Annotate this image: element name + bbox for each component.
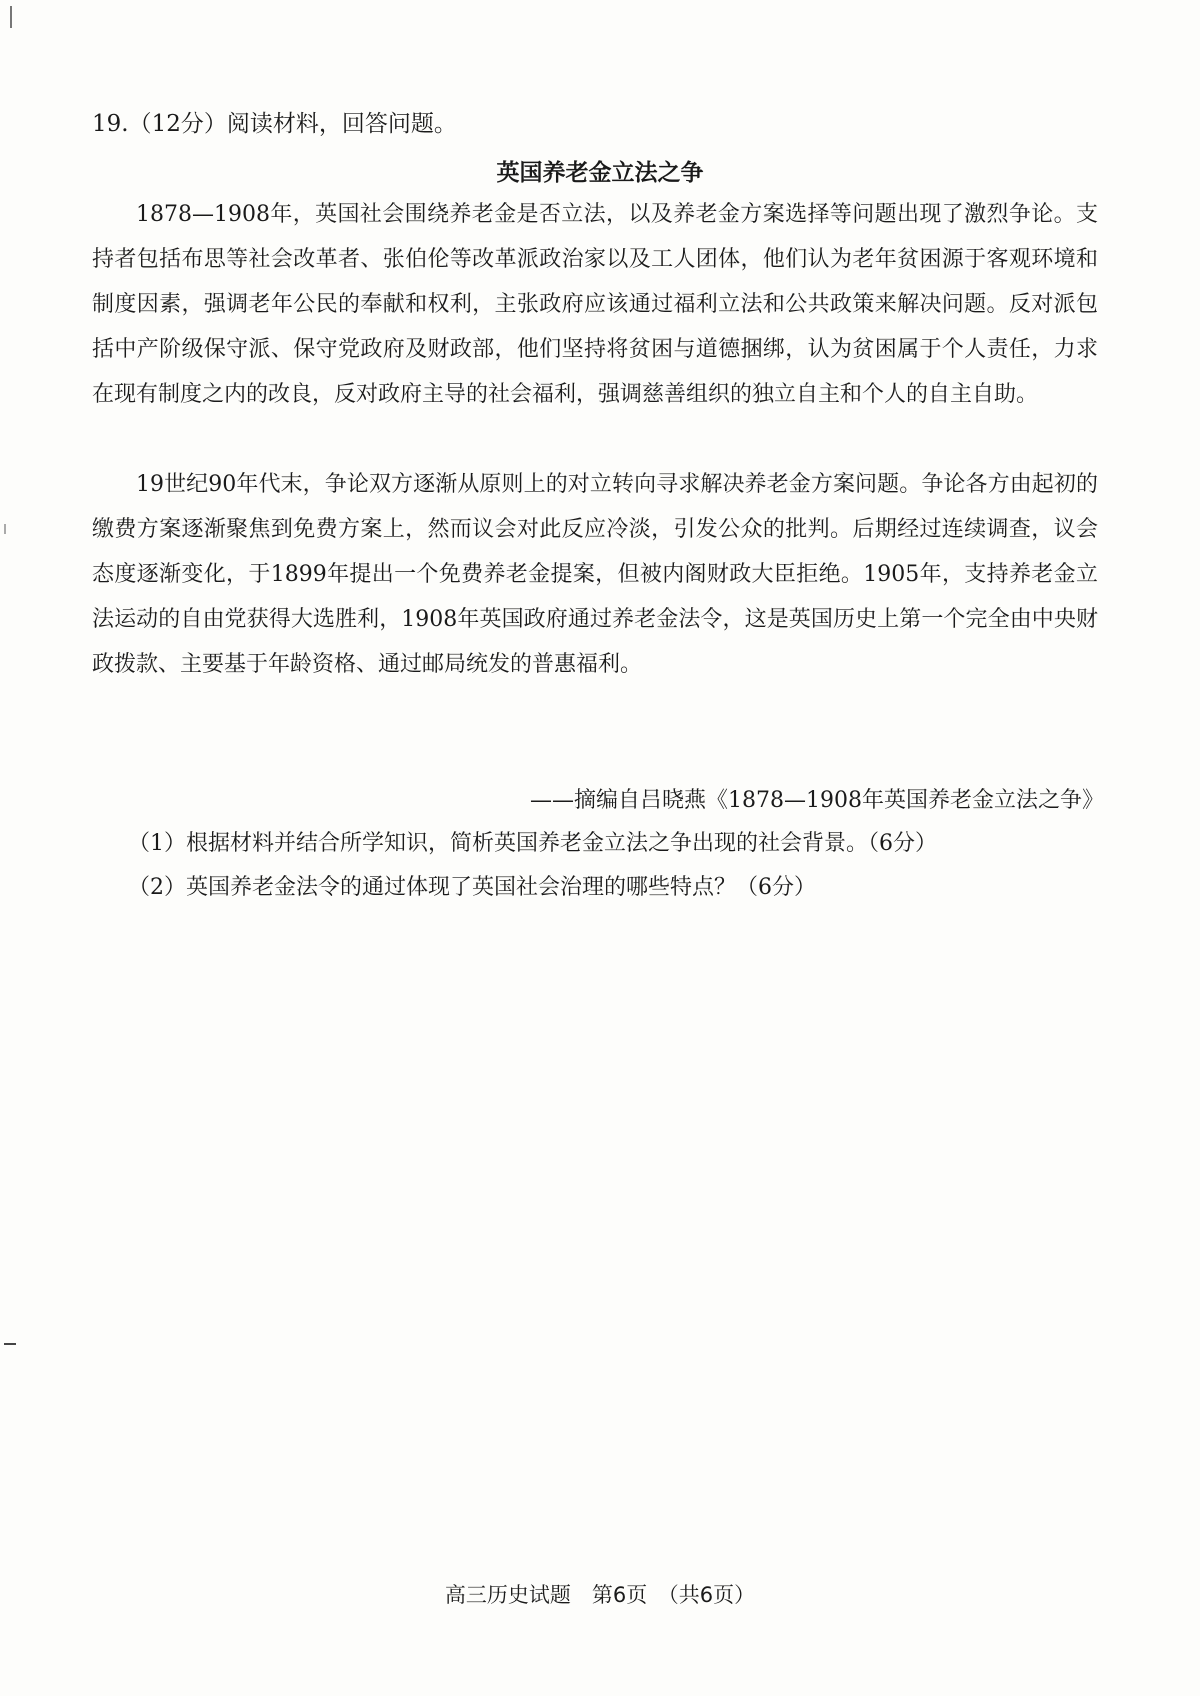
scan-edge-mark (10, 6, 12, 28)
sub-question-2: （2）英国养老金法令的通过体现了英国社会治理的哪些特点？（6分） (128, 875, 816, 900)
scan-edge-mark (4, 1343, 16, 1345)
page-footer: 高三历史试题 第6页 （共6页） (444, 1583, 756, 1607)
scan-edge-mark (4, 524, 6, 534)
question-header: 19.（12分）阅读材料，回答问题。 (92, 111, 457, 137)
material-paragraph: 19世纪90年代末，争论双方逐渐从原则上的对立转向寻求解决养老金方案问题。争论各方由起初的缴费方案逐渐聚焦到免费方案上，然而议会对此反应冷淡，引发公众的批判。后期经过连续调查，议会态度逐渐变化，于1899年提出一个免费养老金提案，但被内阁财政大臣拒绝。1905年，支持养老金立法运动的自由党获得大选胜利，1908年英国政府通过养老金法令，这是英国历史上第一个完全由中央财政拨款、主要基于年龄资格、通过邮局统发的普惠福利。 (92, 472, 1098, 677)
material-title: 英国养老金立法之争 (496, 160, 704, 186)
material-paragraph: 1878—1908年，英国社会围绕养老金是否立法，以及养老金方案选择等问题出现了激烈争论。支持者包括布思等社会改革者、张伯伦等改革派政治家以及工人团体，他们认为老年贫困源于客观环境和制度因素，强调老年公民的奉献和权利，主张政府应该通过福利立法和公共政策来解决问题。反对派包括中产阶级保守派、保守党政府及财政部，他们坚持将贫困与道德捆绑，认为贫困属于个人责任，力求在现有制度之内的改良，反对政府主导的社会福利，强调慈善组织的独立自主和个人的自主自助。 (92, 202, 1098, 407)
material-source: ——摘编自吕晓燕《1878—1908年英国养老金立法之争》 (530, 788, 1104, 813)
sub-question-1: （1）根据材料并结合所学知识，简析英国养老金立法之争出现的社会背景。（6分） (128, 831, 937, 856)
